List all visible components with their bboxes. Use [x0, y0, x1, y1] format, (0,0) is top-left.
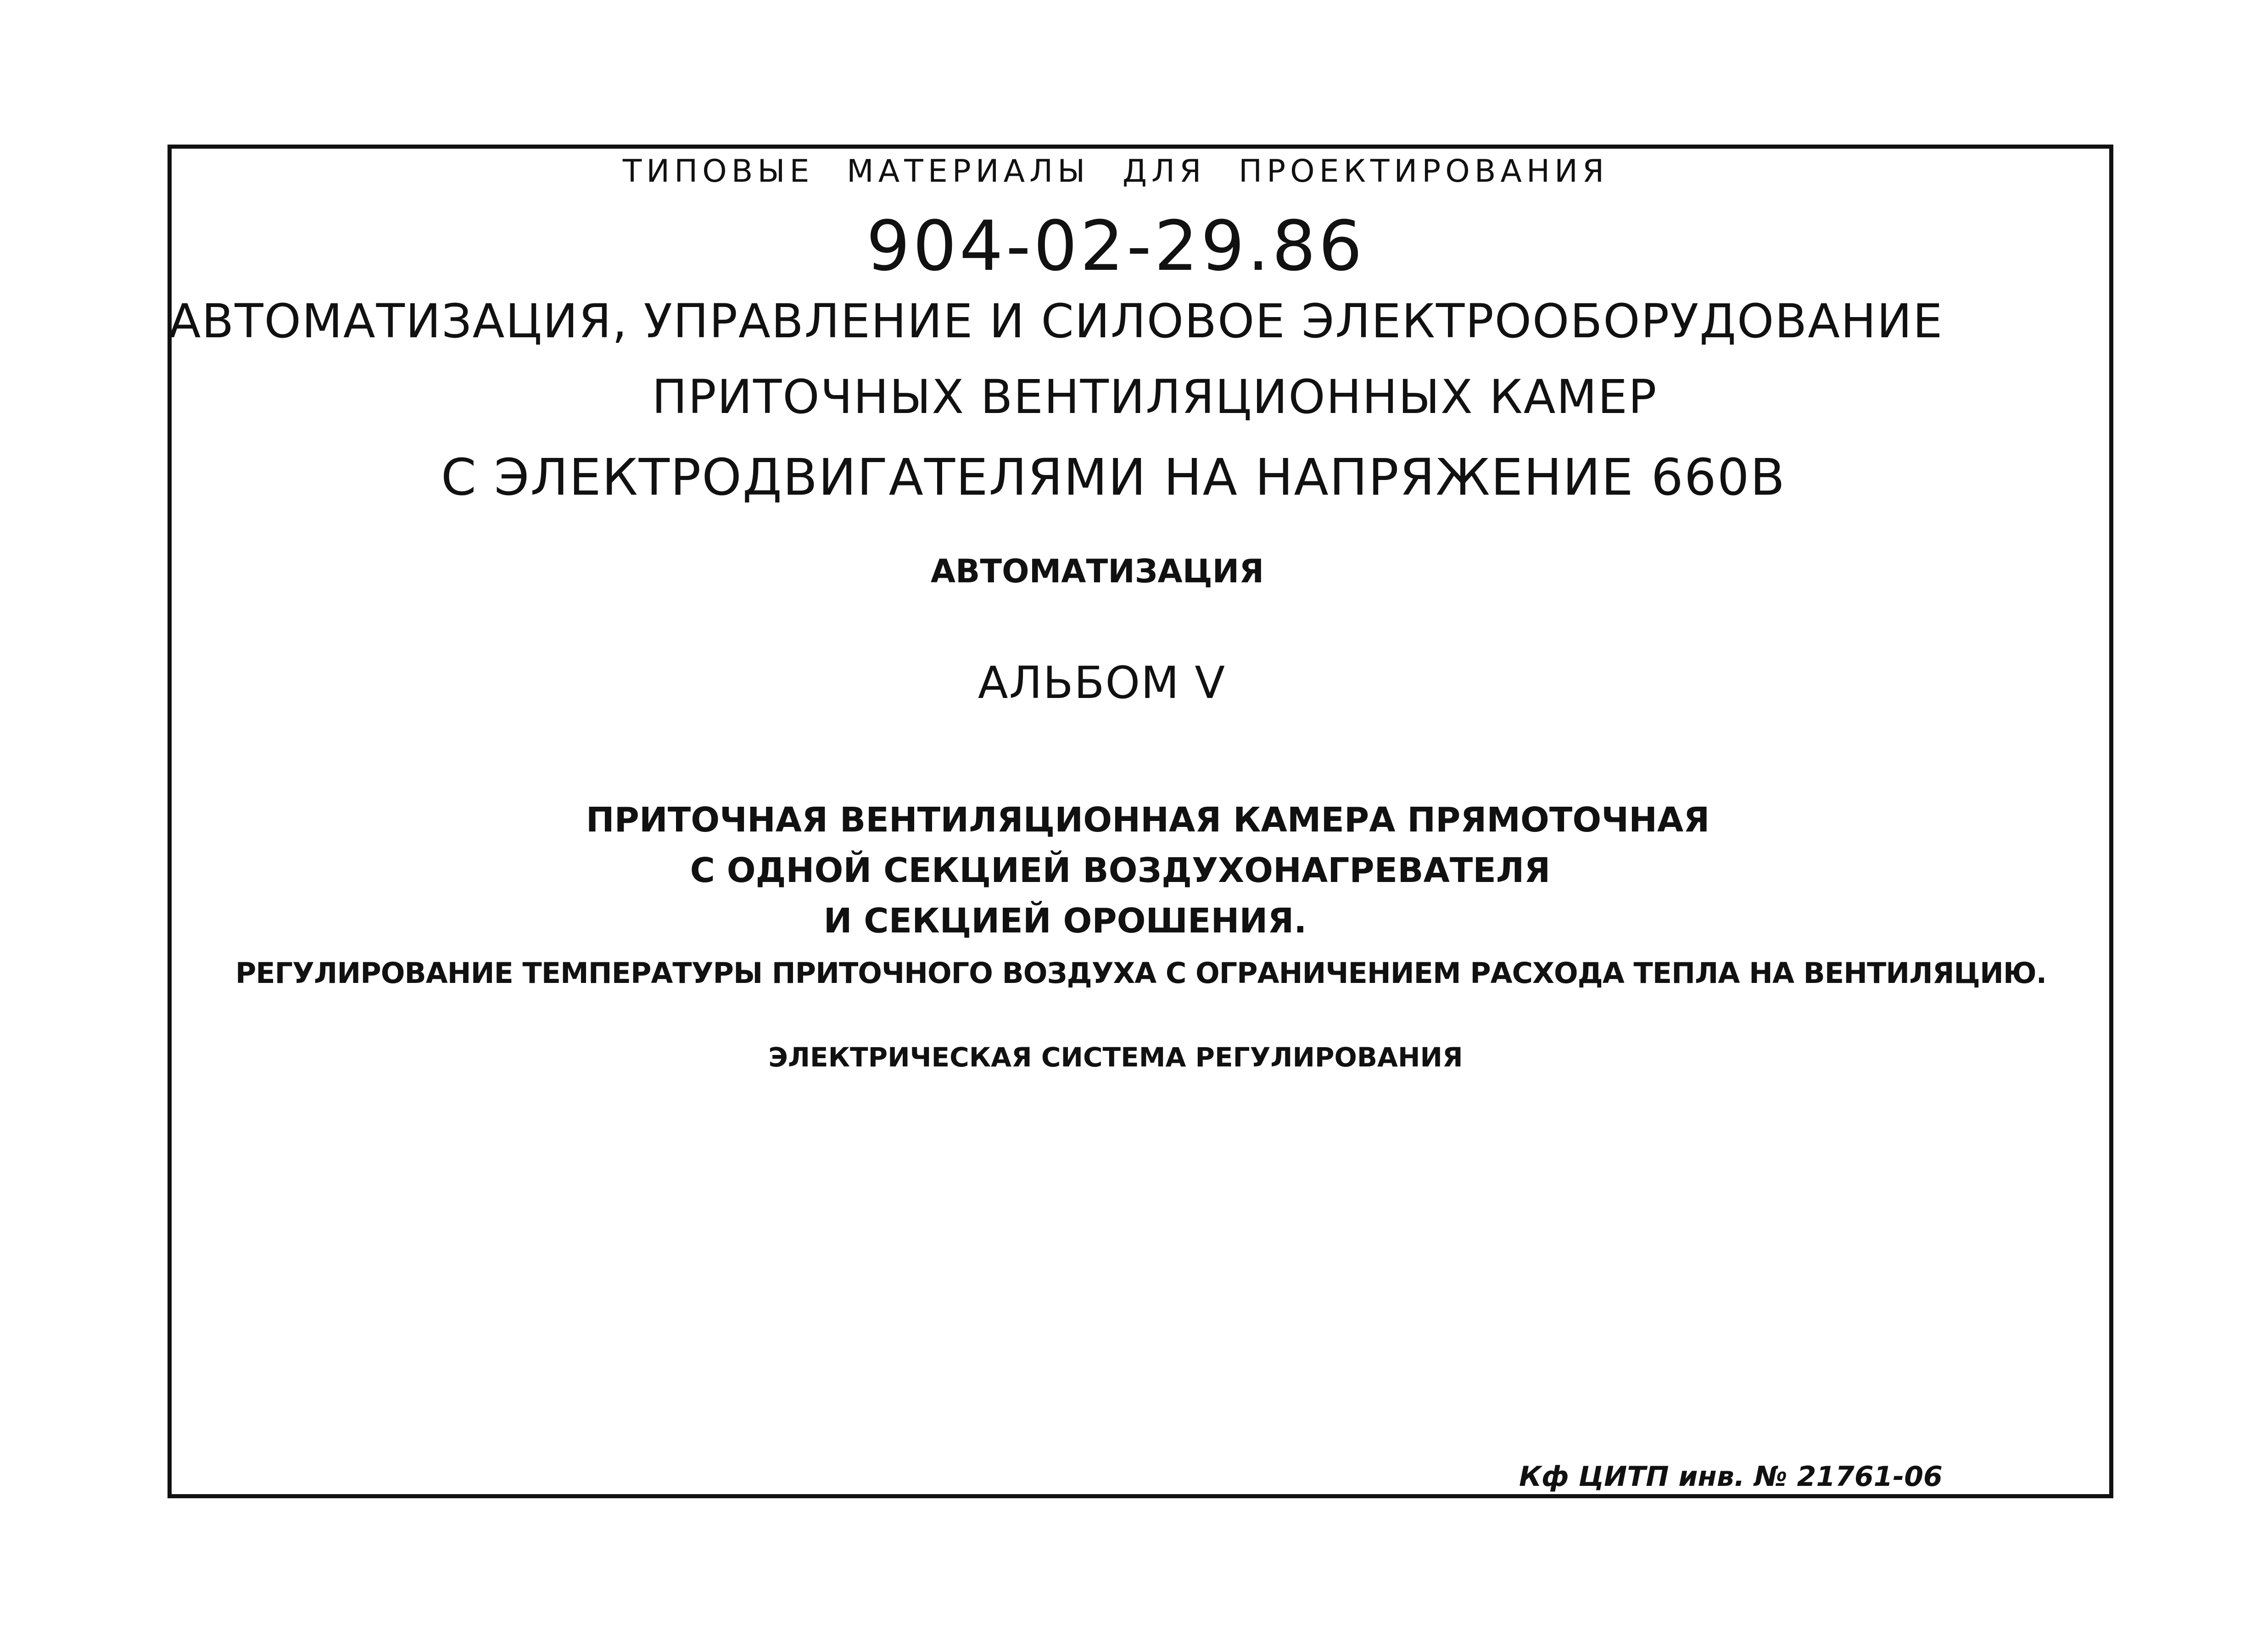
title-line-1: АВТОМАТИЗАЦИЯ, УПРАВЛЕНИЕ И СИЛОВОЕ ЭЛЕКТРООБОРУДОВАНИЕ — [168, 294, 1944, 349]
document-code: 904-02-29.86 — [866, 206, 1365, 286]
title-line-3: С ЭЛЕКТРОДВИГАТЕЛЯМИ НА НАПРЯЖЕНИЕ 660В — [441, 448, 1786, 507]
description-line-4: РЕГУЛИРОВАНИЕ ТЕМПЕРАТУРЫ ПРИТОЧНОГО ВОЗДУХА С ОГРАНИЧЕНИЕМ РАСХОДА ТЕПЛА НА ВЕНТИЛЯЦИЮ. — [235, 956, 2047, 990]
system-heading: ЭЛЕКТРИЧЕСКАЯ СИСТЕМА РЕГУЛИРОВАНИЯ — [768, 1042, 1463, 1073]
title-line-2: ПРИТОЧНЫХ ВЕНТИЛЯЦИОННЫХ КАМЕР — [652, 370, 1658, 424]
inventory-note: Кф ЦИТП инв. № 21761-06 — [1519, 1461, 1943, 1493]
album-number: АЛЬБОМ V — [978, 657, 1226, 709]
description-line-1: ПРИТОЧНАЯ ВЕНТИЛЯЦИОННАЯ КАМЕРА ПРЯМОТОЧНАЯ — [586, 800, 1710, 840]
description-line-3: И СЕКЦИЕЙ ОРОШЕНИЯ. — [823, 901, 1307, 941]
series-label: ТИПОВЫЕ МАТЕРИАЛЫ ДЛЯ ПРОЕКТИРОВАНИЯ — [622, 153, 1609, 190]
description-line-2: С ОДНОЙ СЕКЦИЕЙ ВОЗДУХОНАГРЕВАТЕЛЯ — [690, 851, 1551, 890]
section-heading: АВТОМАТИЗАЦИЯ — [930, 552, 1264, 590]
